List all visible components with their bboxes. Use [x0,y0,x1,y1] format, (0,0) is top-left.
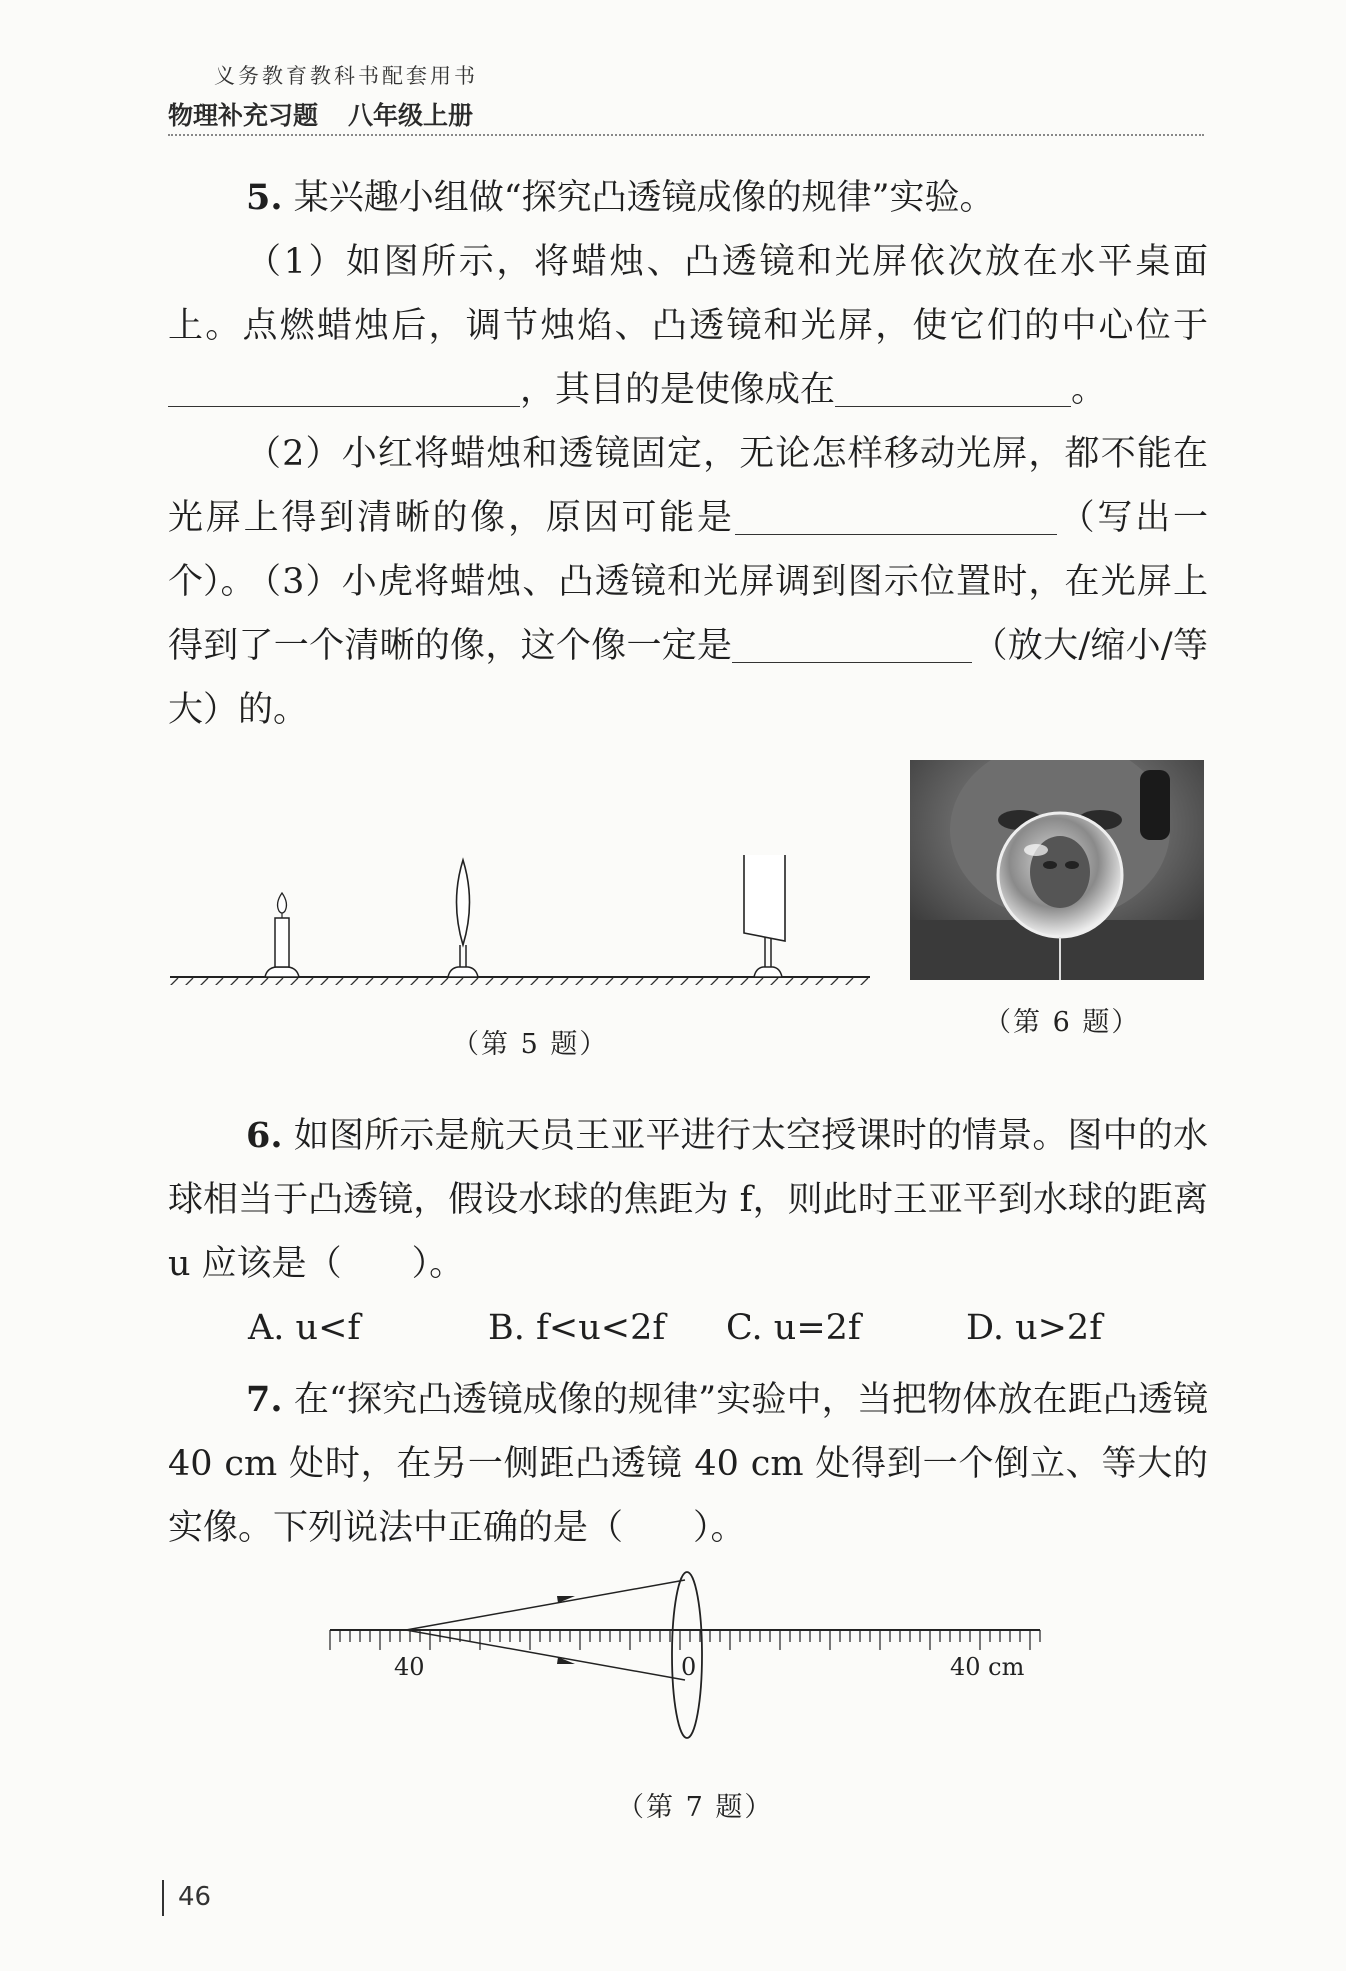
figure-5-apparatus [160,855,880,985]
ruler-label-zero: 0 [681,1653,697,1681]
q5-part3 [168,550,1208,742]
q5-caption: （第 5 题） [452,1029,609,1060]
q5-blank-4[interactable] [732,626,972,663]
q5-stem-text: 某兴趣小组做“探究凸透镜成像的规律”实验。 [293,178,995,218]
book-name: 物理补充习题 [168,101,319,130]
q5-part3-text-a: （3）小虎将蜡烛、凸透镜和光屏调到图示位置时，在光屏上得到了一个清晰的像，这个像一定是 [168,562,1208,666]
q6-option-a[interactable]: A. u<f [248,1308,361,1348]
q7-caption: （第 7 题） [617,1792,774,1823]
q6-option-b[interactable]: B. f<u<2f [488,1308,666,1348]
candle-icon [265,893,299,977]
q7-number: 7. [246,1379,283,1420]
grade-label: 八年级上册 [348,101,474,130]
q5-part3-text-b: （放大/缩小/等大）的。 [168,626,1208,730]
book-title [168,96,473,132]
q5-stem [168,166,1208,230]
series-title: 义务教育教科书配套用书 [214,64,478,88]
figure-7-optical-bench [320,1570,1060,1760]
q5-part1-text-a: （1）如图所示，将蜡烛、凸透镜和光屏依次放在水平桌面上。点燃蜡烛后，调节烛焰、凸透镜和光屏，使它们的中心位于 [168,242,1208,346]
figure-6-photo [910,760,1204,980]
page-number-bar [162,1880,164,1916]
q5-part1 [168,230,1208,422]
q6-number: 6. [246,1115,283,1156]
ruler-label-left: 40 [394,1653,425,1681]
q5-blank-1[interactable] [168,370,520,407]
light-screen-icon [744,855,785,977]
convex-lens-icon [448,860,478,977]
q5-blank-2[interactable] [835,370,1071,407]
q6-stem-text-b: ）。 [411,1244,465,1284]
q5-part1-text-b: ，其目的是使像成在 [520,370,836,410]
q6-caption: （第 6 题） [984,1007,1141,1038]
q7-stem-text-a: 在“探究凸透镜成像的规律”实验中，当把物体放在距凸透镜 40 cm 处时，在另一侧距凸透镜 40 cm 处得到一个倒立、等大的实像。下列说法中正确的是（ [168,1380,1208,1548]
ray-upper [406,1580,685,1630]
ray-lower [406,1630,685,1680]
ruler-ticks [330,1630,1040,1650]
ruler-label-right: 40 cm [950,1653,1025,1681]
q7-stem [168,1368,1208,1560]
q5-number: 5. [246,177,283,218]
q6-option-d[interactable]: D. u>2f [966,1308,1103,1348]
q5-part2-text-b: （写出一个）。 [168,498,1208,602]
q6-stem-text-a: 如图所示是航天员王亚平进行太空授课时的情景。图中的水球相当于凸透镜，假设水球的焦距为 f，则此时王亚平到水球的距离 u 应该是（ [168,1116,1208,1284]
q6-option-c[interactable]: C. u=2f [726,1308,861,1348]
q5-part2-text-a: （2）小红将蜡烛和透镜固定，无论怎样移动光屏，都不能在光屏上得到清晰的像，原因可能是 [168,434,1208,538]
header-divider [168,134,1204,136]
page-number: 46 [178,1882,212,1912]
q6-stem [168,1104,1208,1296]
q7-stem-text-b: ）。 [693,1508,746,1548]
q5-part1-text-c: 。 [1071,370,1107,410]
q5-blank-3[interactable] [735,498,1057,535]
